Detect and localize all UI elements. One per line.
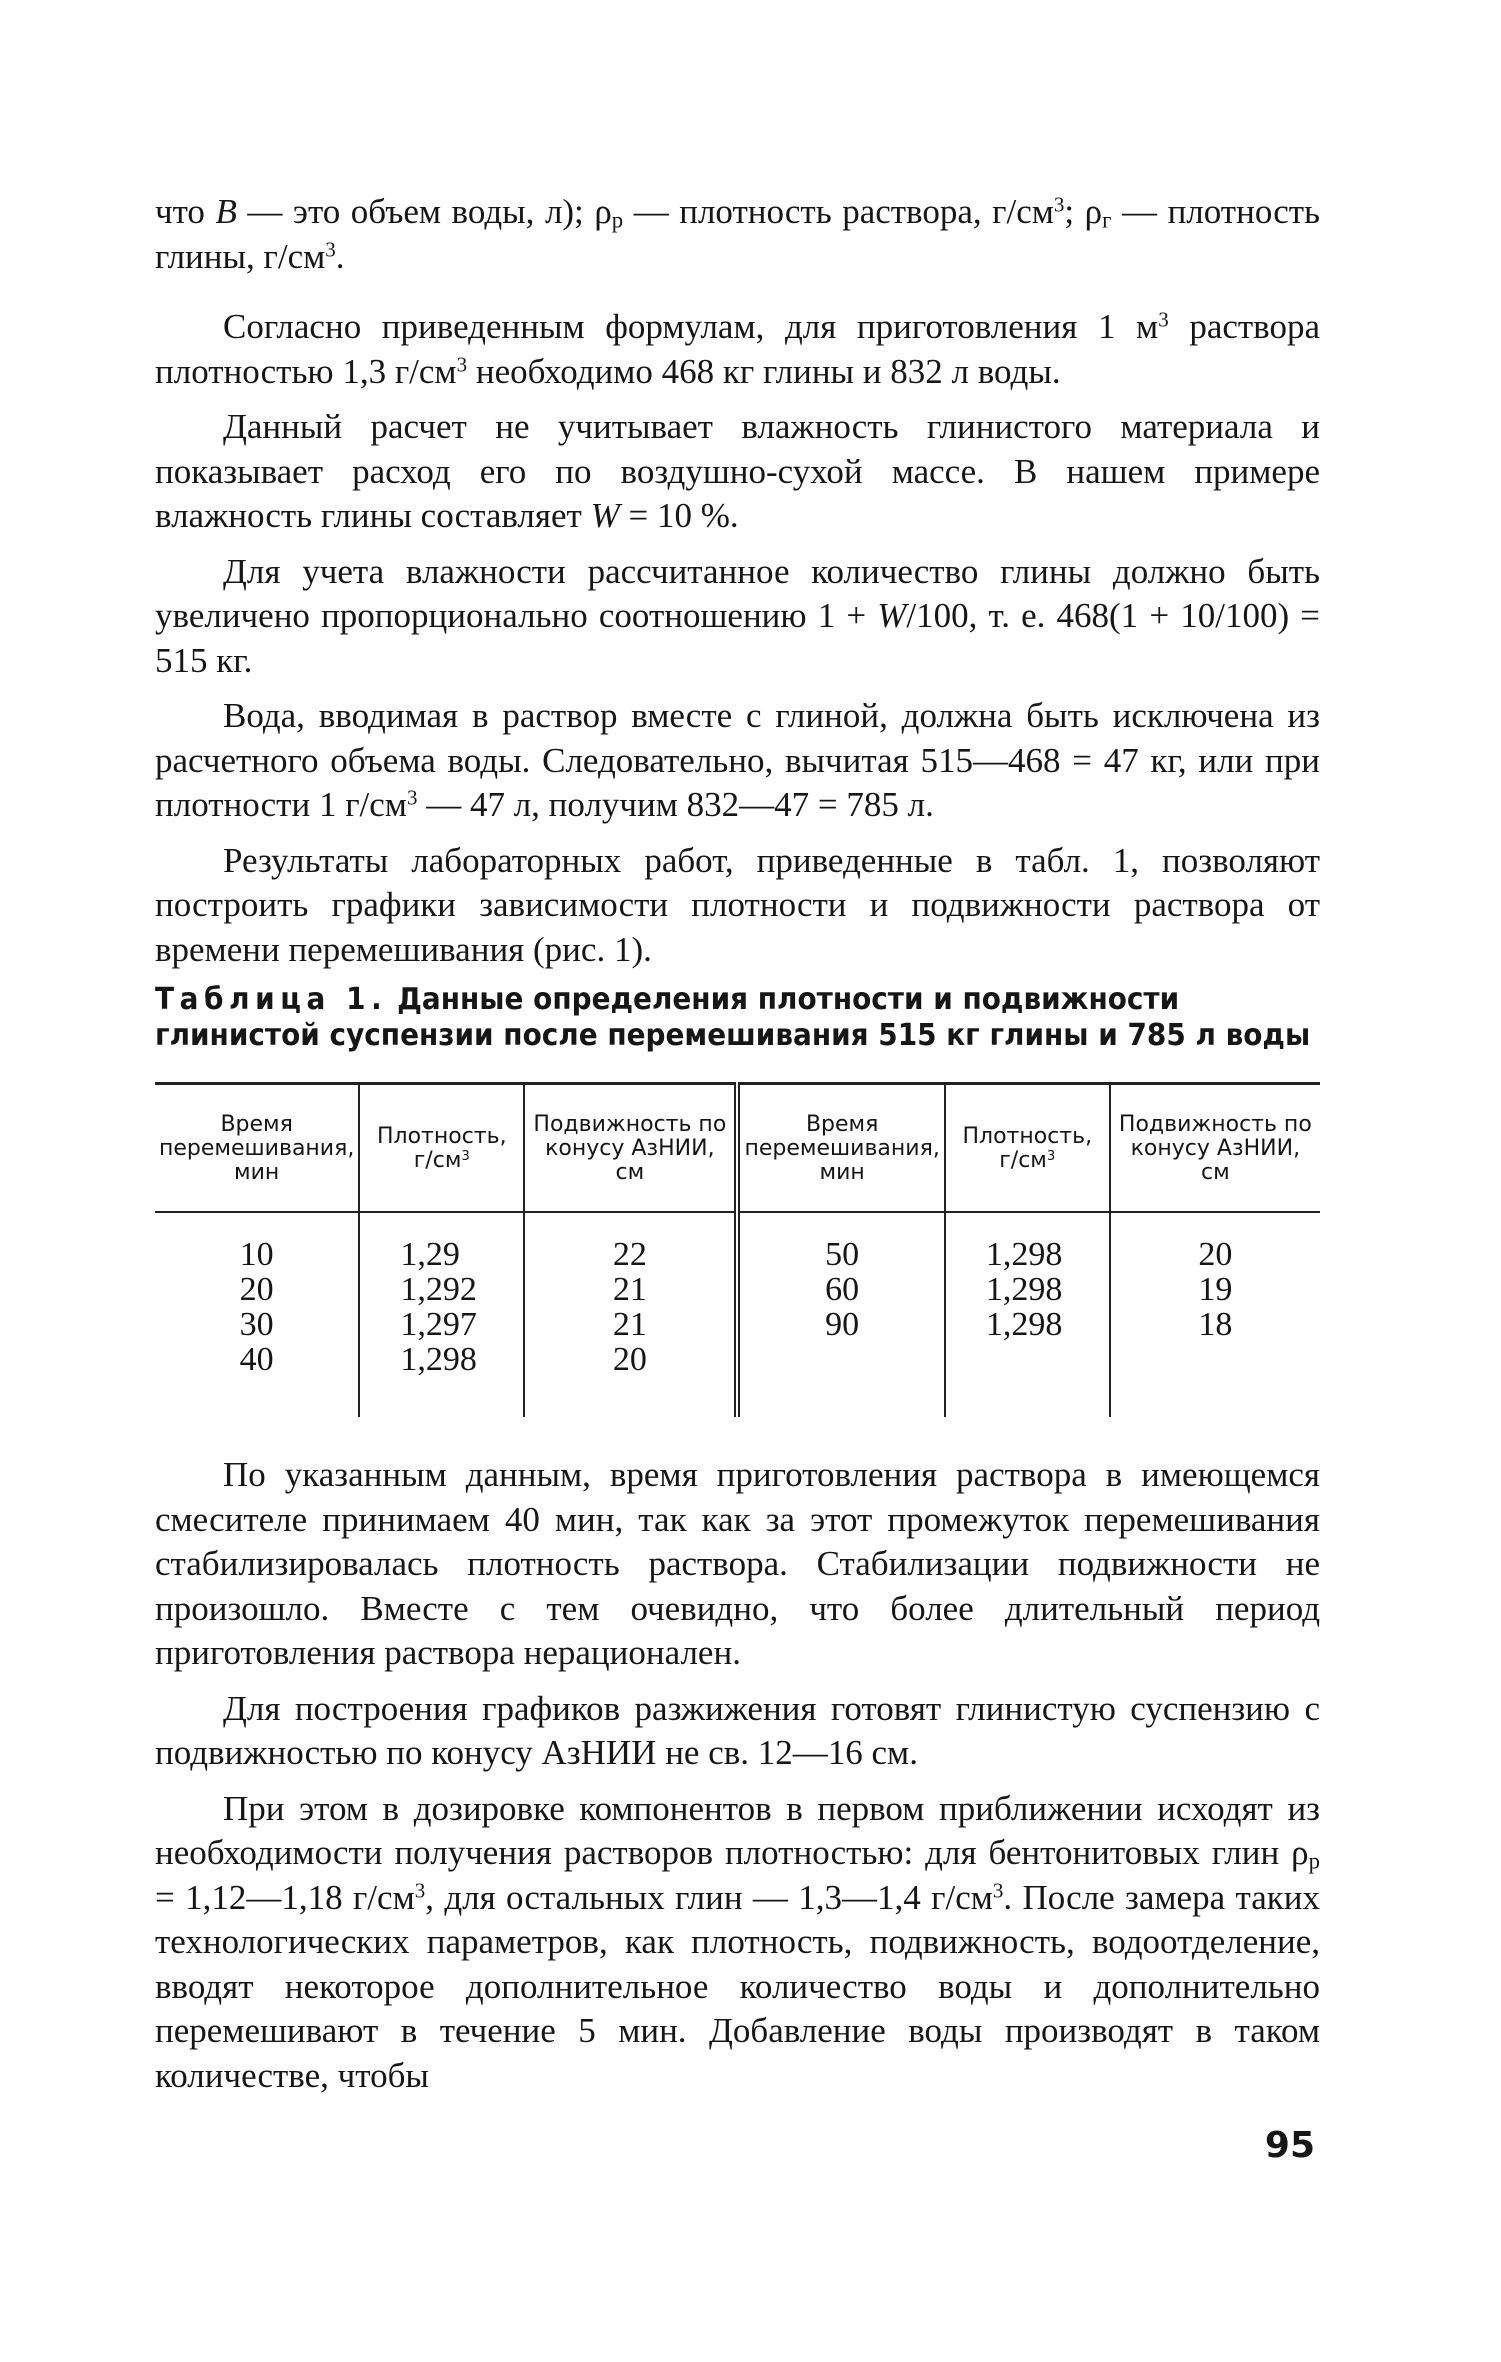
page-content xyxy=(155,190,1320,2098)
cell-mobility-2: 20 19 18 xyxy=(1110,1212,1320,1417)
header-mobility-2: Подвижность по конусу АзНИИ, см xyxy=(1110,1084,1320,1213)
page-number: 95 xyxy=(1264,2125,1315,2166)
data-table xyxy=(155,1082,1320,1417)
paragraph-dilution: Для построения графиков разжижения готовят глинистую суспензию с подвижностью по конусу АзНИИ не св. 12—16 см. xyxy=(155,1688,1320,1772)
paragraph-moisture-correction: Для учета влажности рассчитанное количество глины должно быть увеличено пропорционально соотношению 1 + W/100, т. е. 468(1 + 10/100) = 515 кг. xyxy=(155,551,1320,680)
header-density-1: Плотность, $г/см^3$ xyxy=(359,1084,524,1213)
header-time-1: Время перемешивания, мин xyxy=(155,1084,359,1213)
table-caption-label: Таблица 1. xyxy=(155,982,388,1017)
header-time-2: Время перемешивания, мин xyxy=(737,1084,944,1213)
cell-time-1: 10 20 30 40 xyxy=(239,1236,274,1378)
table-row xyxy=(155,1212,1320,1417)
paragraph-moisture: Данный расчет не учитывает влажность глинистого материала и показывает расход его по воздушно-сухой массе. В нашем примере влажность глины составляет W = 10 %. xyxy=(155,407,1320,535)
cell-time-2: 50 60 90 xyxy=(737,1212,944,1417)
table-caption-text: Данные определения плотности и подвижности глинистой суспензии после перемешивания 515 кг глины и 785 л воды xyxy=(155,982,1311,1053)
paragraph-dosing: При этом в дозировке компонентов в первом приближении исходят из необходимости получения растворов плотностью: для бентонитовых глин $\rho_р$ = 1,12—1,18 $г/см^3$, для остальных глин — 1,3—1,4 $г/см^3$. После замера таких технологических параметров, как плотность, подвижность, водоотделение, вводят некоторое дополнительное количество воды и дополнительно перемешивают в течение 5 мин. Добавление воды производят в таком количестве, чтобы xyxy=(155,1788,1320,2095)
cell-mobility-1: 22 21 21 20 xyxy=(524,1212,737,1417)
table-header-row xyxy=(155,1084,1320,1213)
paragraph-formula-definitions: что В — это объем воды, л); $\rho_р$ — плотность раствора, $г/см^3$; $\rho_г$ — плотность глины, $г/см^3$. xyxy=(155,192,1320,276)
header-density-2: Плотность, $г/см^3$ xyxy=(945,1084,1110,1213)
header-mobility-1: Подвижность по конусу АзНИИ, см xyxy=(524,1084,737,1213)
table-caption xyxy=(155,982,1320,1054)
cell-density-2: 1,298 1,298 1,298 xyxy=(945,1212,1110,1417)
paragraph-water-volume: Вода, вводимая в раствор вместе с глиной, должна быть исключена из расчетного объема воды. Следовательно, вычитая 515—468 = 47 кг, или при плотности 1 $г/см^3$ — 47 л, получим 832—47 = 785 л. xyxy=(155,696,1320,824)
cell-density-1: 1,29 1,292 1,297 1,298 xyxy=(359,1212,524,1417)
paragraph-mixing-time: По указанным данным, время приготовления раствора в имеющемся смесителе принимаем 40 мин, так как за этот промежуток перемешивания стабилизировалась плотность раствора. Стабилизации подвижности не произошло. Вместе с тем очевидно, что более длительный период приготовления раствора нерационален. xyxy=(155,1455,1320,1672)
paragraph-calculation: Согласно приведенным формулам, для приготовления 1 $м^3$ раствора плотностью 1,3 $г/см^3$ необходимо 468 кг глины и 832 л воды. xyxy=(155,307,1321,391)
paragraph-lab-results: Результаты лабораторных работ, приведенные в табл. 1, позволяют построить графики зависимости плотности и подвижности раствора от времени перемешивания (рис. 1). xyxy=(155,840,1320,969)
